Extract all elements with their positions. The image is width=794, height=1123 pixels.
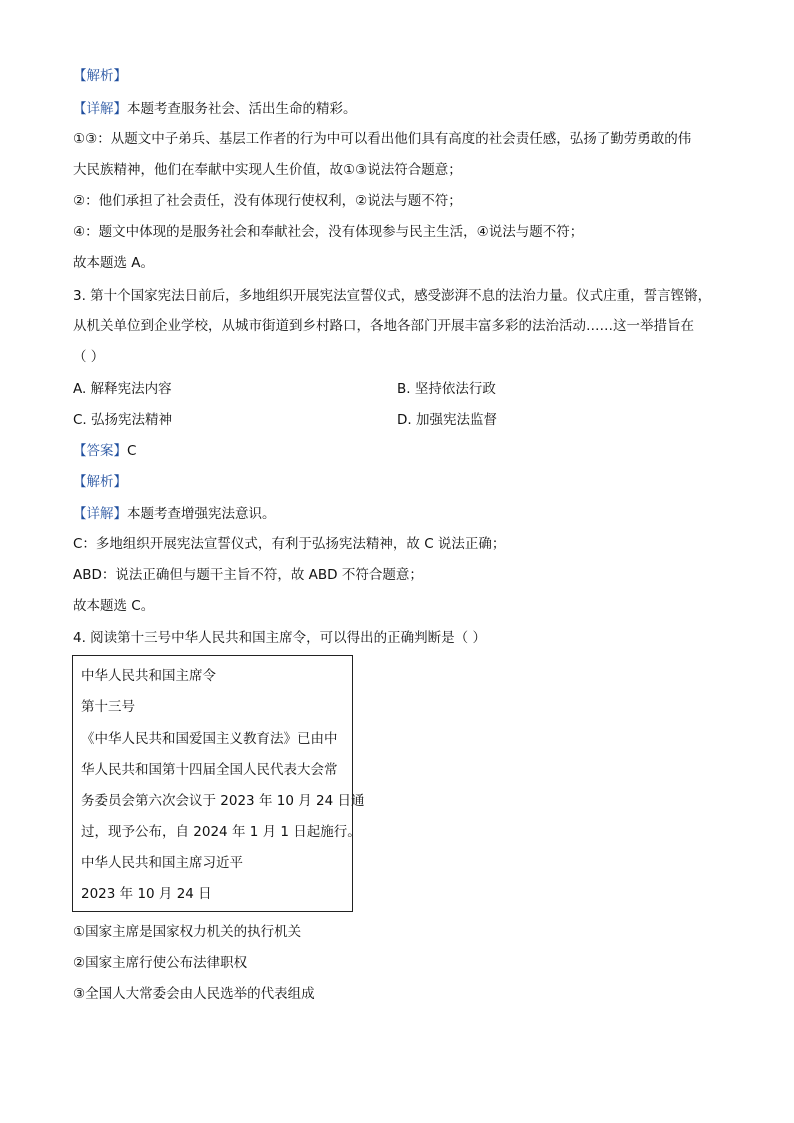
detail-tag: 【详解】 <box>73 506 127 522</box>
order-body: 务委员会第六次会议于 2023 年 10 月 24 日通 <box>81 793 365 809</box>
order-title: 中华人民共和国主席令 <box>81 668 216 684</box>
option-b: B. 坚持依法行政 <box>397 381 496 397</box>
answer-tag: 【答案】 <box>73 443 127 459</box>
option-c: C. 弘扬宪法精神 <box>73 412 173 428</box>
analysis-line: C：多地组织开展宪法宣誓仪式，有利于弘扬宪法精神，故 C 说法正确； <box>73 536 506 552</box>
detail-line <box>73 100 357 118</box>
analysis-line: ④：题文中体现的是服务社会和奉献社会，没有体现参与民主生活，④说法与题不符； <box>73 224 584 240</box>
option-d: D. 加强宪法监督 <box>397 412 497 428</box>
analysis-line: ①③：从题文中子弟兵、基层工作者的行为中可以看出他们具有高度的社会责任感，弘扬了勤劳勇敢的伟 <box>73 131 692 147</box>
analysis-tag: 【解析】 <box>73 68 127 84</box>
question-stem: 从机关单位到企业学校，从城市街道到乡村路口，各地各部门开展丰富多彩的法治活动……这一举措旨在 <box>73 318 694 334</box>
answer-value: C <box>127 443 137 459</box>
order-number: 第十三号 <box>81 699 135 715</box>
analysis-tag: 【解析】 <box>73 474 127 490</box>
answer-line <box>73 442 136 460</box>
question-stem: 4. 阅读第十三号中华人民共和国主席令，可以得出的正确判断是（ ） <box>73 630 486 646</box>
presidential-order-box <box>72 655 365 912</box>
detail-text: 本题考查增强宪法意识。 <box>127 506 276 522</box>
analysis-line: 大民族精神，他们在奉献中实现人生价值，故①③说法符合题意； <box>73 162 462 178</box>
analysis-line: ABD：说法正确但与题干主旨不符，故 ABD 不符合题意； <box>73 567 423 583</box>
order-date: 2023 年 10 月 24 日 <box>81 886 212 902</box>
conclusion-text: 故本题选 C。 <box>73 598 155 614</box>
detail-text: 本题考查服务社会、活出生命的精彩。 <box>127 101 357 117</box>
statement-item: ②国家主席行使公布法律职权 <box>73 955 248 971</box>
question-stem: 3. 第十个国家宪法日前后，多地组织开展宪法宣誓仪式，感受澎湃不息的法治力量。仪式庄重，誓言铿锵， <box>73 288 712 304</box>
detail-tag: 【详解】 <box>73 101 127 117</box>
statement-item: ③全国人大常委会由人民选举的代表组成 <box>73 986 315 1002</box>
statement-item: ①国家主席是国家权力机关的执行机关 <box>73 924 302 940</box>
order-signer: 中华人民共和国主席习近平 <box>81 855 243 871</box>
order-body: 华人民共和国第十四届全国人民代表大会常 <box>81 762 338 778</box>
analysis-line: ②：他们承担了社会责任，没有体现行使权利，②说法与题不符； <box>73 193 462 209</box>
answer-blank: （ ） <box>73 349 105 365</box>
option-a: A. 解释宪法内容 <box>73 381 172 397</box>
detail-line <box>73 505 276 523</box>
conclusion-text: 故本题选 A。 <box>73 255 155 271</box>
order-body: 《中华人民共和国爱国主义教育法》已由中 <box>81 731 338 747</box>
order-body: 过，现予公布，自 2024 年 1 月 1 日起施行。 <box>81 824 361 840</box>
